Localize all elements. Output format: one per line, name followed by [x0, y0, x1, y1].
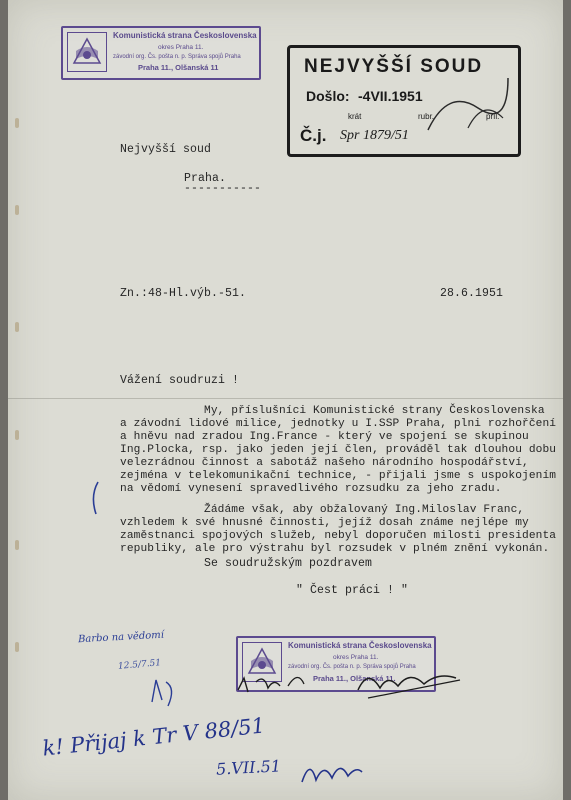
stamp-party-name: Komunistická strana Československa: [113, 31, 257, 40]
letter-date: 28.6.1951: [440, 287, 504, 300]
cj-label: Č.j.: [300, 126, 327, 145]
paragraph1-line1: My, příslušníci Komunistické strany Československa: [204, 405, 545, 417]
cj-value: Spr 1879/51: [340, 128, 409, 143]
handwritten-note-date: 12.5/7.51: [117, 658, 162, 672]
stamp-organization: závodní org. Čs. pošta n. p. Správa spojů Praha: [113, 54, 241, 60]
pril-label: příl.: [486, 112, 500, 121]
margin-mark: [86, 478, 106, 518]
closing: Se soudružským pozdravem: [204, 557, 373, 570]
stamp-organization: závodní org. Čs. pošta n. p. Správa spojů Praha: [288, 664, 416, 670]
received-date: -4VII.1951: [358, 88, 423, 104]
paragraph2-line2: vzhledem k své hnusné činnosti, jejíž dosah známe nejlépe my: [120, 517, 529, 529]
party-emblem-icon: [67, 32, 107, 72]
salutation: Vážení soudruzi !: [120, 374, 240, 387]
handwritten-note-left: Barbo na vědomí: [77, 629, 165, 646]
paragraph1-line4: Ing.Plocka, rsp. jako jeden její člen, prováděl tak dlouhou dobu: [120, 444, 557, 456]
court-received-stamp: [287, 45, 521, 157]
paragraph2-line1: Žádáme však, aby obžalovaný Ing.Miloslav Franc,: [204, 504, 525, 516]
paragraph1-line3: a hněvu nad zradou Ing.France - který ve spojení se skupinou: [120, 431, 529, 443]
court-stamp-scribble: [408, 68, 518, 148]
paragraph1-line5: velezrádnou činnost a sabotáž našeho národního hospodářství,: [120, 457, 529, 469]
paragraph2-line3: zaměstnanci spojových služeb, nebyl doporučen milosti presidenta: [120, 530, 557, 542]
stamp-party-name: Komunistická strana Československa: [288, 641, 432, 650]
paragraph1-line6: zejména v telekomunikační technice, - přijali jsme s uspokojením: [120, 470, 557, 482]
signatures: [228, 660, 478, 710]
letterhead-stamp: [61, 26, 261, 80]
addressee-city: Praha.: [184, 172, 227, 185]
rubr-label: rubr.: [418, 112, 435, 121]
paragraph1-line2: a závodní lidové milice, jednotky u I.SSP Praha, plni rozhořčení: [120, 418, 557, 430]
received-label: Došlo:: [306, 88, 350, 104]
times-label: krát: [348, 112, 362, 121]
paragraph1-line7: na vědomí vynesení spravedlivého rozsudku za jeho zradu.: [120, 483, 502, 495]
reference-number: Zn.:48-Hl.výb.-51.: [120, 287, 247, 300]
stamp-address: Praha 11., Olšanská 11: [138, 63, 219, 72]
motto: " Čest práci ! ": [296, 584, 409, 597]
document-page: [8, 0, 563, 800]
handwritten-initials: [146, 672, 186, 712]
handwritten-note-bottom: k! Přijaj k Tr V 88/51: [41, 713, 267, 761]
paragraph2-line4: republiky, ale pro výstrahu byl rozsudek v plném znění vykonán.: [120, 543, 550, 555]
stamp-district: okres Praha 11.: [158, 44, 204, 51]
stamp-address: Praha 11., Olšanská 11.: [313, 674, 396, 683]
handwritten-initials-bottom: [298, 752, 368, 792]
city-underline: -----------: [184, 182, 262, 195]
stamp-district: okres Praha 11.: [333, 654, 379, 661]
addressee: Nejvyšší soud: [120, 143, 212, 156]
handwritten-note-date-bottom: 5.VII.51: [215, 756, 282, 779]
court-stamp-title: NEJVYŠŠÍ SOUD: [304, 56, 484, 77]
fold-line: [8, 398, 563, 399]
